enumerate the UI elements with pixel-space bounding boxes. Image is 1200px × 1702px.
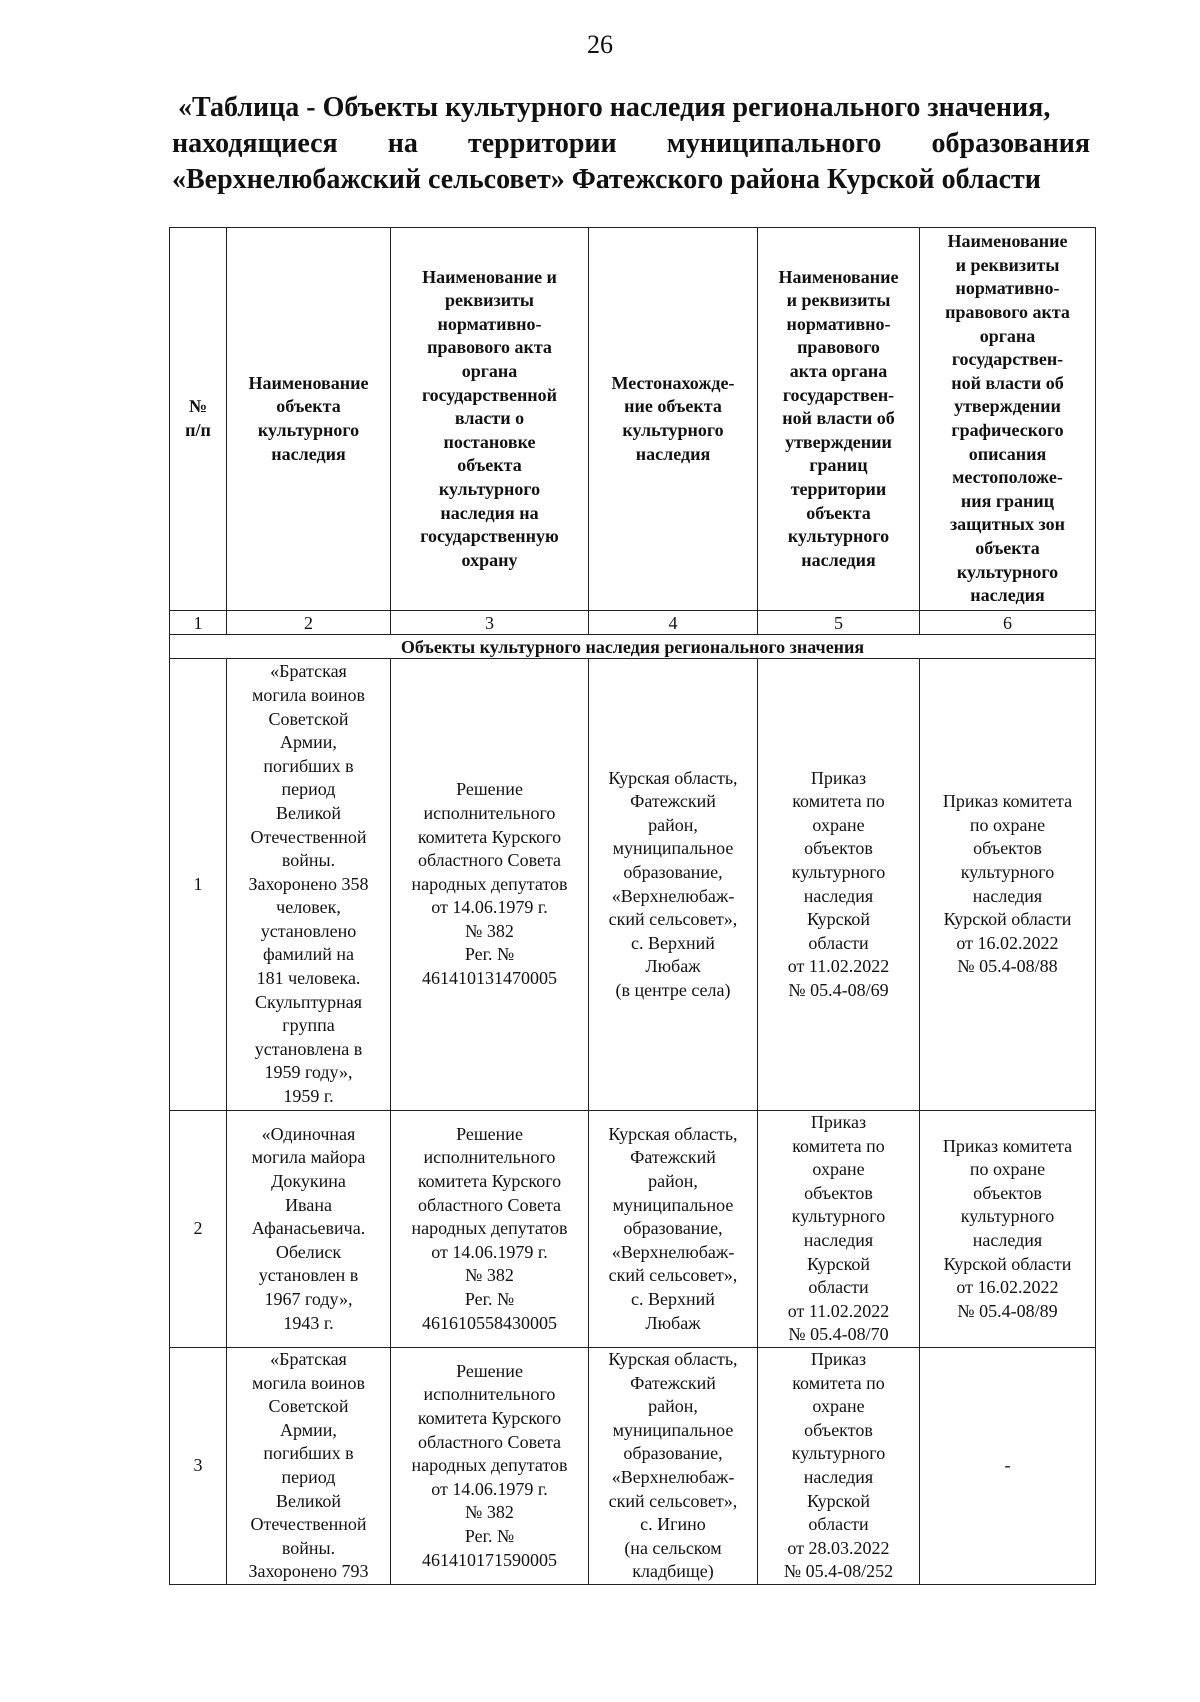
column-number: 3 (391, 611, 589, 635)
row-number: 3 (170, 1348, 227, 1585)
column-number: 2 (227, 611, 391, 635)
title-line-3: «Верхнелюбажский сельсовет» Фатежского района Курской области (172, 164, 1041, 195)
header-protection-act: Наименование и реквизиты нормативно- правового акта органа государственной власти о постановке объекта культурного наследия на государственную охрану (391, 228, 589, 611)
protection-act-cell: Решение исполнительного комитета Курского областного Совета народных депутатов от 14.06.1979 г. № 382 Рег. № 461610558430005 (391, 1111, 589, 1348)
zones-act-cell: - (920, 1348, 1096, 1585)
location-cell: Курская область, Фатежский район, муниципальное образование, «Верхнелюбаж- ский сельсовет», с. Верхний Любаж (589, 1111, 758, 1348)
header-location: Местонахожде- ние объекта культурного наследия (589, 228, 758, 611)
territory-act-cell: Приказ комитета по охране объектов культурного наследия Курской области от 28.03.2022 № 05.4-08/252 (758, 1348, 920, 1585)
location-cell: Курская область, Фатежский район, муниципальное образование, «Верхнелюбаж- ский сельсовет», с. Верхний Любаж (в центре села) (589, 659, 758, 1111)
row-number: 2 (170, 1111, 227, 1348)
header-number: № п/п (170, 228, 227, 611)
protection-act-cell: Решение исполнительного комитета Курского областного Совета народных депутатов от 14.06.1979 г. № 382 Рег. № 461410171590005 (391, 1348, 589, 1585)
object-name-cell: «Одиночная могила майора Докукина Ивана Афанасьевича. Обелиск установлен в 1967 году», 1943 г. (227, 1111, 391, 1348)
title-line-1: «Таблица - Объекты культурного наследия регионального значения, (178, 92, 1051, 123)
column-number: 5 (758, 611, 920, 635)
object-name-cell: «Братская могила воинов Советской Армии, погибших в период Великой Отечественной войны. Захоронено 793 (227, 1348, 391, 1585)
row-number: 1 (170, 659, 227, 1111)
table-row (170, 1348, 1096, 1585)
page-number: 26 (587, 30, 613, 59)
table-header-row (170, 228, 1096, 611)
territory-act-cell: Приказ комитета по охране объектов культурного наследия Курской области от 11.02.2022 № 05.4-08/69 (758, 659, 920, 1111)
object-name-cell: «Братская могила воинов Советской Армии, погибших в период Великой Отечественной войны. Захоронено 358 человек, установлено фамилий на 181 человека. Скульптурная группа установлена в 1959 году», 1959 г. (227, 659, 391, 1111)
column-numbers-row (170, 611, 1096, 635)
title-line-2: находящиеся на территории муниципального образования (172, 128, 1090, 159)
section-title: Объекты культурного наследия регионального значения (170, 635, 1096, 659)
header-territory-act: Наименование и реквизиты нормативно- правового акта органа государствен- ной власти об утверждении границ территории объекта культурного наследия (758, 228, 920, 611)
column-number: 1 (170, 611, 227, 635)
heritage-objects-table (169, 227, 1096, 1585)
header-object-name: Наименование объекта культурного наследия (227, 228, 391, 611)
table-row (170, 659, 1096, 1111)
table-row (170, 1111, 1096, 1348)
header-zones-act: Наименование и реквизиты нормативно- правового акта органа государствен- ной власти об утверждении графического описания местоположе- ния границ защитных зон объекта культурного наследия (920, 228, 1096, 611)
page-title (172, 90, 1090, 198)
location-cell: Курская область, Фатежский район, муниципальное образование, «Верхнелюбаж- ский сельсовет», с. Игино (на сельском кладбище) (589, 1348, 758, 1585)
zones-act-cell: Приказ комитета по охране объектов культурного наследия Курской области от 16.02.2022 № 05.4-08/89 (920, 1111, 1096, 1348)
column-number: 6 (920, 611, 1096, 635)
column-number: 4 (589, 611, 758, 635)
zones-act-cell: Приказ комитета по охране объектов культурного наследия Курской области от 16.02.2022 № 05.4-08/88 (920, 659, 1096, 1111)
territory-act-cell: Приказ комитета по охране объектов культурного наследия Курской области от 11.02.2022 № 05.4-08/70 (758, 1111, 920, 1348)
section-row (170, 635, 1096, 659)
protection-act-cell: Решение исполнительного комитета Курского областного Совета народных депутатов от 14.06.1979 г. № 382 Рег. № 461410131470005 (391, 659, 589, 1111)
